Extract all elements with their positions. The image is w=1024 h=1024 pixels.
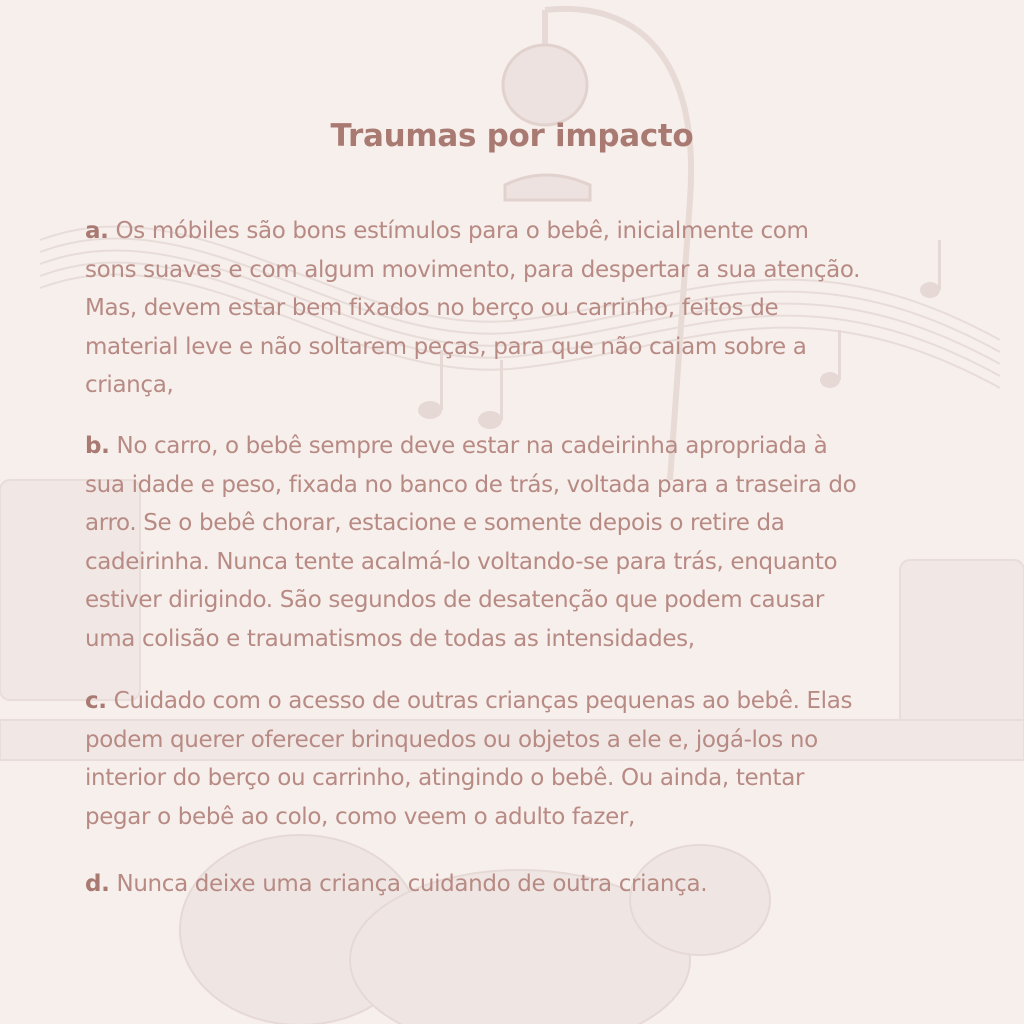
paragraph-text: Nunca deixe uma criança cuidando de outra criança. — [109, 871, 708, 897]
paragraph-marker: a. — [85, 218, 109, 244]
page-title: Traumas por impacto — [330, 118, 694, 154]
paragraph-marker: c. — [85, 688, 107, 714]
paragraph-b — [85, 427, 965, 658]
paragraph-marker: d. — [85, 871, 110, 897]
paragraph-text: Os móbiles são bons estímulos para o bebê, inicialmente com sons suaves e com algum movimento, para despertar a sua atenção. Mas, devem estar bem fixados no berço ou carrinho, feitos de material leve e não soltarem peças, para que não caiam sobre a criança, — [85, 218, 861, 398]
paragraph-text: Cuidado com o acesso de outras crianças pequenas ao bebê. Elas podem querer oferecer brinquedos ou objetos a ele e, jogá-los no interior do berço ou carrinho, atingindo o bebê. Ou ainda, tentar pegar o bebê ao colo, como veem o adulto fazer, — [85, 688, 853, 830]
paragraph-marker: b. — [85, 433, 110, 459]
paragraph-c — [85, 682, 965, 836]
paragraph-a — [85, 212, 965, 405]
paragraph-d — [85, 865, 965, 904]
paragraph-text: No carro, o bebê sempre deve estar na cadeirinha apropriada à sua idade e peso, fixada no banco de trás, voltada para a traseira do arro. Se o bebê chorar, estacione e somente depois o retire da cadeirinha. Nunca tente acalmá-lo voltando-se para trás, enquanto estiver dirigindo. São segundos de desatenção que podem causar uma colisão e traumatismos de todas as intensidades, — [85, 433, 857, 652]
